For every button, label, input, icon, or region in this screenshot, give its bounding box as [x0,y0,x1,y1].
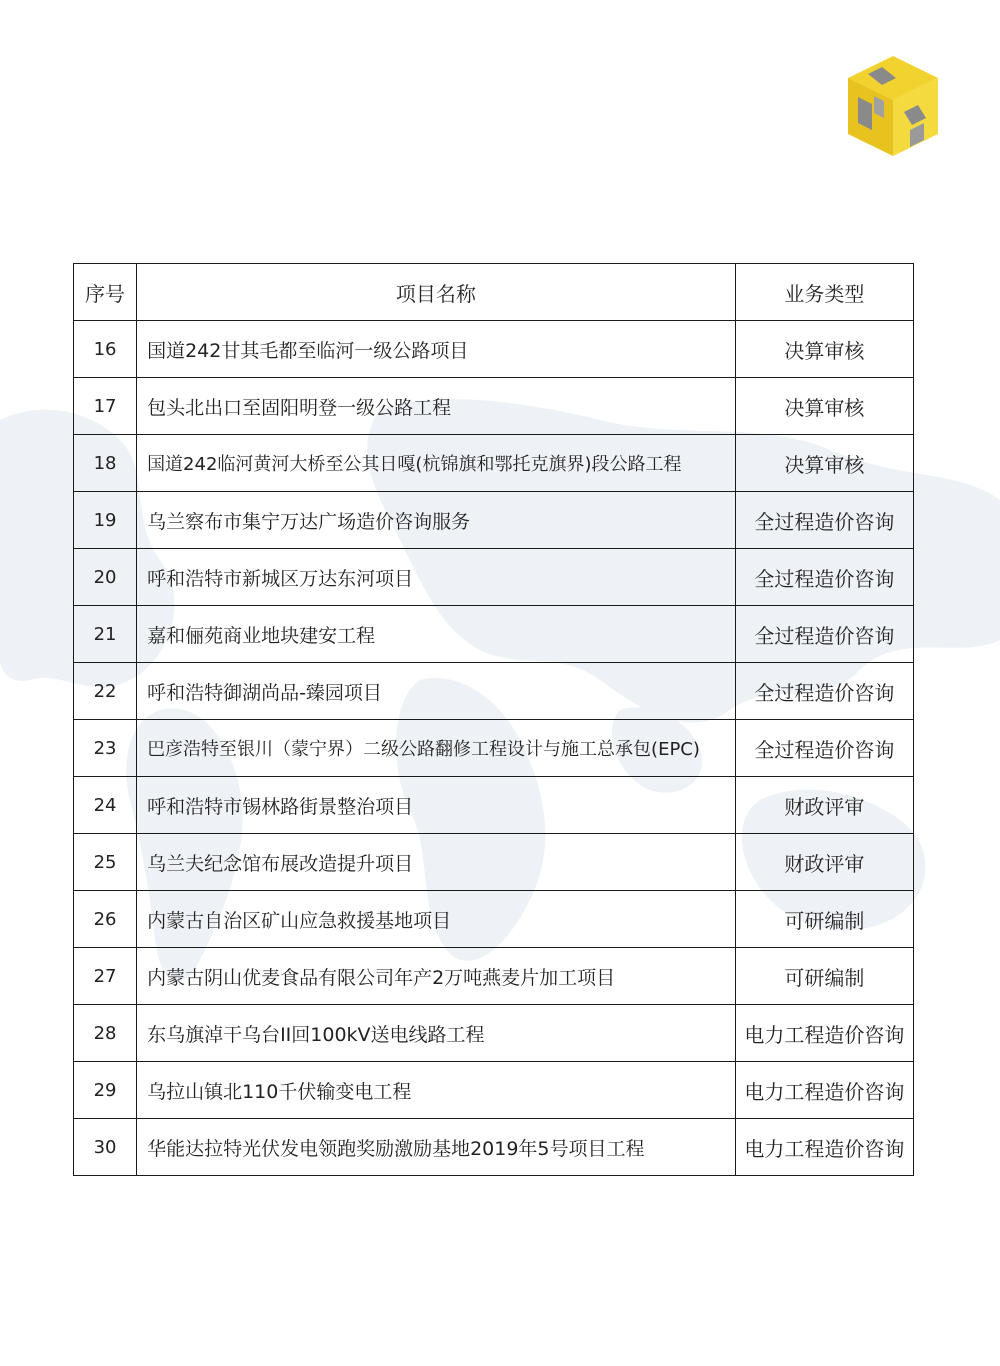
project-table [73,263,914,1176]
row-name: 华能达拉特光伏发电领跑奖励激励基地2019年5号项目工程 [137,1119,736,1176]
table-row [74,834,914,891]
header-type: 业务类型 [735,264,913,321]
row-type: 财政评审 [735,777,913,834]
header-seq: 序号 [74,264,137,321]
row-seq: 20 [74,549,137,606]
row-seq: 17 [74,378,137,435]
row-seq: 30 [74,1119,137,1176]
table-row [74,435,914,492]
row-type: 可研编制 [735,891,913,948]
row-name: 东乌旗淖干乌台II回100kV送电线路工程 [137,1005,736,1062]
row-name: 乌兰夫纪念馆布展改造提升项目 [137,834,736,891]
row-type: 全过程造价咨询 [735,720,913,777]
row-seq: 26 [74,891,137,948]
row-name: 内蒙古自治区矿山应急救援基地项目 [137,891,736,948]
row-seq: 22 [74,663,137,720]
row-type: 决算审核 [735,435,913,492]
row-type: 决算审核 [735,378,913,435]
row-seq: 25 [74,834,137,891]
row-name: 乌兰察布市集宁万达广场造价咨询服务 [137,492,736,549]
header-name: 项目名称 [137,264,736,321]
row-name: 乌拉山镇北110千伏输变电工程 [137,1062,736,1119]
row-name: 国道242临河黄河大桥至公其日嘎(杭锦旗和鄂托克旗界)段公路工程 [137,435,736,492]
row-type: 全过程造价咨询 [735,663,913,720]
mx-cube-logo-icon [838,52,948,162]
row-type: 全过程造价咨询 [735,549,913,606]
row-name: 嘉和俪苑商业地块建安工程 [137,606,736,663]
row-name: 内蒙古阴山优麦食品有限公司年产2万吨燕麦片加工项目 [137,948,736,1005]
row-name: 呼和浩特市新城区万达东河项目 [137,549,736,606]
row-type: 财政评审 [735,834,913,891]
table-row [74,777,914,834]
row-type: 决算审核 [735,321,913,378]
row-type: 电力工程造价咨询 [735,1119,913,1176]
table-header-row [74,264,914,321]
table-row [74,378,914,435]
row-seq: 23 [74,720,137,777]
row-name: 呼和浩特市锡林路街景整治项目 [137,777,736,834]
table-row [74,891,914,948]
table-row [74,1005,914,1062]
row-seq: 27 [74,948,137,1005]
row-type: 电力工程造价咨询 [735,1062,913,1119]
row-seq: 16 [74,321,137,378]
row-type: 电力工程造价咨询 [735,1005,913,1062]
row-seq: 21 [74,606,137,663]
table-row [74,663,914,720]
row-seq: 24 [74,777,137,834]
row-seq: 19 [74,492,137,549]
table-row [74,606,914,663]
row-seq: 18 [74,435,137,492]
table-row [74,948,914,1005]
row-name: 国道242甘其毛都至临河一级公路项目 [137,321,736,378]
row-name: 包头北出口至固阳明登一级公路工程 [137,378,736,435]
table-row [74,1119,914,1176]
row-type: 全过程造价咨询 [735,606,913,663]
table-row [74,720,914,777]
row-type: 全过程造价咨询 [735,492,913,549]
row-type: 可研编制 [735,948,913,1005]
table-row [74,549,914,606]
row-name: 呼和浩特御湖尚品-臻园项目 [137,663,736,720]
row-seq: 29 [74,1062,137,1119]
table-row [74,321,914,378]
row-seq: 28 [74,1005,137,1062]
table-row [74,1062,914,1119]
row-name: 巴彦浩特至银川（蒙宁界）二级公路翻修工程设计与施工总承包(EPC) [137,720,736,777]
table-row [74,492,914,549]
